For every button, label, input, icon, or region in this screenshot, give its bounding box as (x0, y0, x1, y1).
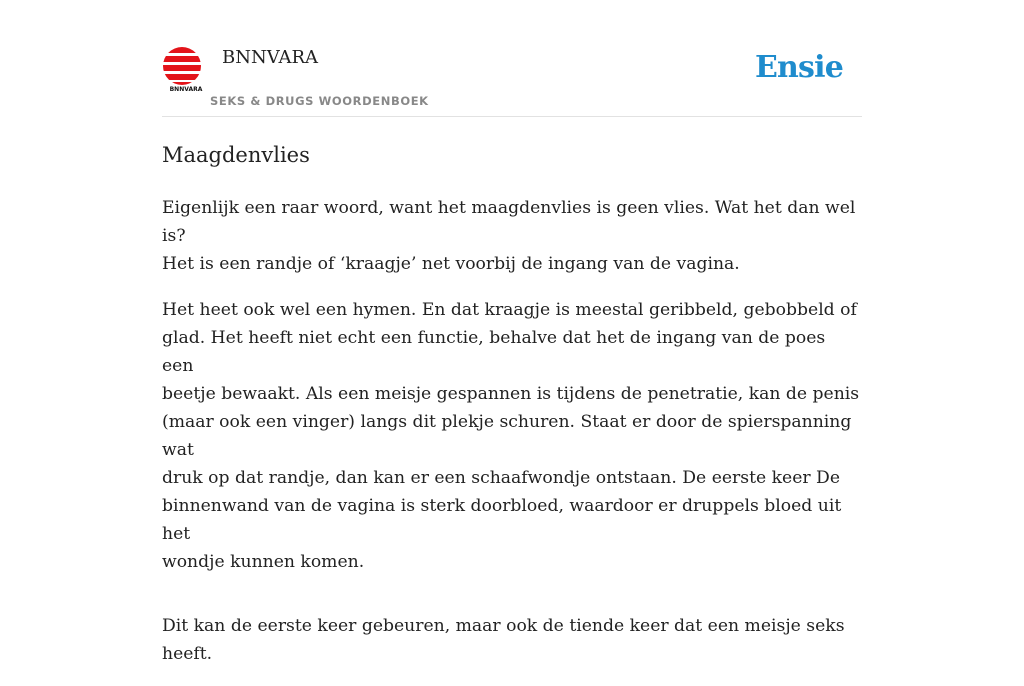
logo-caption: BNNVARA (169, 86, 203, 93)
entry-paragraph-3: Dit kan de eerste keer gebeuren, maar ook de tiende keer dat een meisje seks heeft. (162, 616, 845, 664)
bnnvara-logo[interactable] (162, 46, 202, 92)
entry-title: Maagdenvlies (162, 143, 310, 167)
dictionary-name[interactable]: SEKS & DRUGS WOORDENBOEK (210, 94, 429, 108)
ensie-site-logo[interactable]: Ensie (754, 50, 843, 85)
entry-paragraph-2: Het heet ook wel een hymen. En dat kraagje is meestal geribbeld, gebobbeld of glad. Het heeft niet echt een functie, behalve dat het de ingang van de poes een beetje bewaakt. Als een meisje gespannen is tijdens de penetratie, kan de penis (maar ook een vinger) langs dit plekje schuren. Staat er door de spierspanning wat druk op dat randje, dan kan er een schaafwondje ontstaan. De eerste keer De binnenwand van de vagina is sterk doorbloed, waardoor er druppels bloed uit het wondje kunnen komen. (162, 300, 860, 572)
entry-paragraph-1: Eigenlijk een raar woord, want het maagdenvlies is geen vlies. Wat het dan wel is? Het is een randje of ‘kraagje’ net voorbij de ingang van de vagina. (162, 198, 856, 274)
bnnvara-striped-circle-icon (162, 46, 202, 92)
entry-content (162, 140, 862, 686)
brand-name[interactable]: BNNVARA (222, 47, 319, 68)
site-header (162, 44, 862, 117)
